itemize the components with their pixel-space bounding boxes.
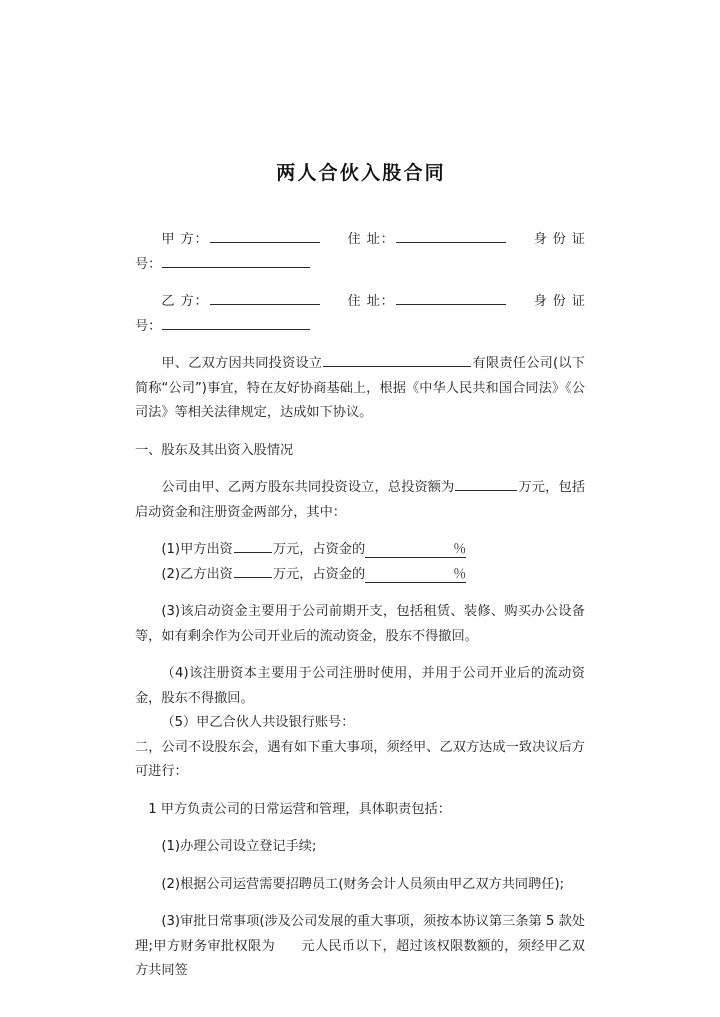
contribution-item-b-percent-blank[interactable] [366,564,452,577]
startup-capital-clause: (3)该启动资金主要用于公司前期开支，包括租赁、装修、购买办公设备等，如有剩余作为公司开业后的流动资金，股东不得撤回。 [135,604,585,644]
contribution-item-b-lead: 乙方出资 [180,566,233,582]
party-a-address-blank[interactable] [396,229,506,243]
contribution-item-a-amount-blank[interactable] [234,539,272,553]
contribution-item-a-mid: 万元，占资金的 [272,542,366,557]
contribution-item-b-amount-blank[interactable] [234,563,272,577]
contribution-item-b-no: (2) [161,566,181,582]
party-b-id-blank[interactable] [162,315,310,329]
contribution-item-a-percent-group[interactable] [365,542,466,558]
party-b-name-blank[interactable] [210,291,320,305]
page-title: 两人合伙入股合同 [276,162,446,184]
preamble-paragraph [135,352,585,426]
section-one-heading: 一、股东及其出资入股情况 [135,442,294,458]
contribution-item-a-no: (1) [161,542,181,557]
party-b-id-label: 身 份 证 号： [135,294,585,334]
total-investment-blank[interactable] [455,477,517,491]
duty-item-2: (2)根据公司运营需要招聘员工(财务会计人员须由甲乙双方共同聘任); [161,876,565,892]
document-body [135,228,585,984]
party-b-label: 乙 方： [161,294,209,309]
party-b-address-blank[interactable] [396,291,506,305]
party-b-address-label: 住 址： [346,294,395,309]
company-name-blank[interactable] [323,353,471,367]
section-two-heading: 二，公司不设股东会，遇有如下重大事项，须经甲、乙双方达成一致决议后方可进行： [135,739,585,779]
contribution-item-a-unit: ％ [453,542,467,557]
duty-intro: 1 甲方负责公司的日常运营和管理，具体职责包括： [148,801,451,817]
preamble-tail: 有限责任公司(以下简称“公司”)事宜，特在友好协商基础上，根据《中华人民共和国合同法》《公司法》等相关法律规定，达成如下协议。 [135,356,585,420]
party-a-id-label: 身 份 证 号： [135,232,585,272]
preamble-lead: 甲、乙双方因共同投资设立 [161,356,323,371]
party-a-address-label: 住 址： [346,232,395,247]
contribution-item-b-mid: 万元，占资金的 [272,566,366,582]
duty-item-3 [135,910,585,984]
duty-item-1: (1)办理公司设立登记手续; [161,839,317,854]
duty-item-3-lead: (3)审批日常事项(涉及公司发展的重大事项，须按本协议第三条第 5 款处理;甲方财务审批权限为 [135,914,585,954]
contribution-item-a [135,538,585,563]
section-one-intro-lead: 公司由甲、乙两方股东共同投资设立，总投资额为 [161,480,455,495]
contribution-item-b [135,563,585,588]
party-a-label: 甲 方： [161,232,209,247]
party-b-line [135,290,585,339]
party-a-line [135,228,585,277]
section-one-intro-tail: 万元，包括启动资金和注册资金两部分，其中： [135,480,586,520]
section-one-intro [135,476,585,525]
duty-item-3-tail: 元人民币以下，超过该权限数额的，须经甲乙双方共同签 [135,938,585,978]
bank-account-clause: （5）甲乙合伙人共设银行账号： [161,715,355,730]
contribution-item-a-percent-blank[interactable] [366,540,452,553]
party-a-name-blank[interactable] [210,229,320,243]
contribution-item-b-unit: ％ [453,566,467,582]
party-a-id-blank[interactable] [162,253,310,267]
registered-capital-clause: （4)该注册资本主要用于公司注册时使用，并用于公司开业后的流动资金，股东不得撤回。 [135,666,585,706]
contribution-item-a-lead: 甲方出资 [180,542,233,557]
contribution-item-b-percent-group[interactable] [365,567,466,583]
